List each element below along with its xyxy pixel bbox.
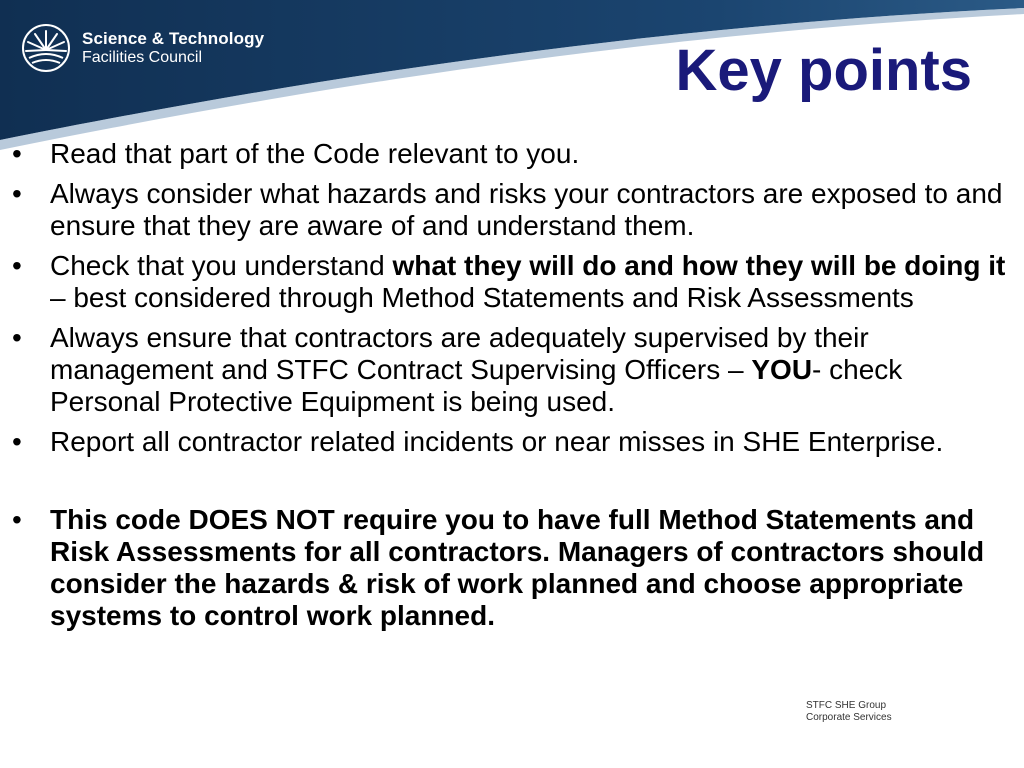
point-hazards bbox=[0, 178, 1010, 242]
bullet-icon: • bbox=[12, 322, 22, 353]
point-text-post: - check Personal Protective Equipment is being used. bbox=[50, 354, 903, 417]
footer-note bbox=[806, 700, 892, 724]
logo-text bbox=[82, 29, 264, 67]
point-text-bold: This code DOES NOT require you to have full Method Statements and Risk Assessments for all contractors. Managers of contractors should consider the hazards & risk of work planned and choose appropriate systems to control work planned. bbox=[50, 504, 985, 631]
bullet-icon: • bbox=[12, 250, 22, 281]
point-report bbox=[0, 426, 1010, 458]
point-supervision bbox=[0, 322, 1010, 418]
bullet-icon: • bbox=[12, 426, 22, 457]
bullet-icon: • bbox=[12, 138, 22, 169]
logo-line2: Facilities Council bbox=[82, 49, 203, 66]
footer-line2: Corporate Services bbox=[806, 712, 892, 723]
point-text-bold: YOU bbox=[751, 354, 813, 385]
stfc-logo bbox=[20, 22, 264, 74]
key-points-list bbox=[0, 138, 1010, 640]
footer-line1: STFC SHE Group bbox=[806, 700, 887, 711]
point-read-code bbox=[0, 138, 1010, 170]
point-text-post: – best considered through Method Statements and Risk Assessments bbox=[50, 282, 914, 313]
point-text: Always consider what hazards and risks your contractors are exposed to and ensure that they are aware of and understand them. bbox=[50, 178, 1003, 241]
point-text-pre: Check that you understand bbox=[50, 250, 393, 281]
point-text: Report all contractor related incidents or near misses in SHE Enterprise. bbox=[50, 426, 944, 457]
sunburst-logo-icon bbox=[20, 22, 72, 74]
point-text-bold: what they will do and how they will be doing it bbox=[392, 250, 1006, 281]
slide-title: Key points bbox=[675, 38, 972, 103]
bullet-icon: • bbox=[12, 178, 22, 209]
point-text: Read that part of the Code relevant to you. bbox=[50, 138, 580, 169]
point-code-scope bbox=[0, 504, 1010, 632]
point-text-pre: Always ensure that contractors are adequately supervised by their management and STFC Contract Supervising Officers – bbox=[50, 322, 869, 385]
point-understand bbox=[0, 250, 1010, 314]
bullet-icon: • bbox=[12, 504, 22, 535]
logo-line1: Science & Technology bbox=[82, 29, 265, 48]
